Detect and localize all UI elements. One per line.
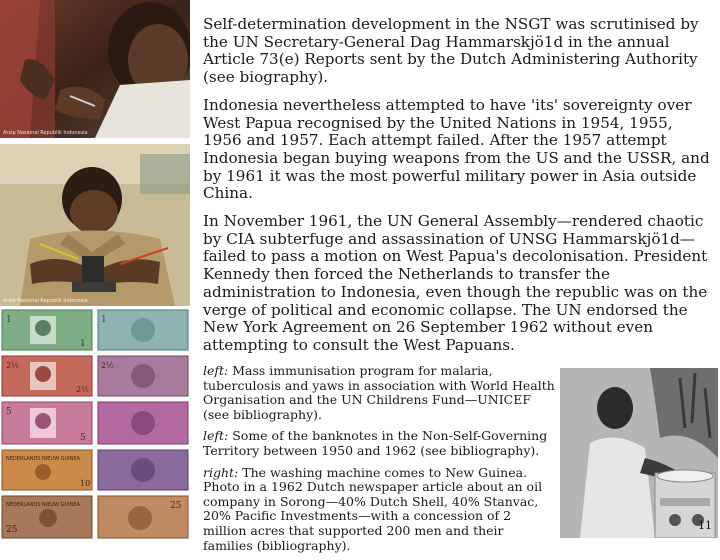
banknote-2-back (98, 356, 188, 396)
banknote-title-text: NEDERLANDS NIEUW GUINEA (6, 456, 80, 462)
caption-prefix: left: (203, 363, 229, 378)
caption-immunisation (203, 364, 555, 422)
main-text (203, 16, 715, 365)
svg-text:25: 25 (6, 525, 18, 535)
svg-text:2½: 2½ (6, 361, 19, 370)
svg-text:2½: 2½ (76, 385, 89, 394)
photo-credit: Arsip Nasional Republik Indonesia (3, 298, 88, 304)
page-number: 11 (698, 519, 712, 532)
paragraph-3: In November 1961, the UN General Assembly—rendered chaotic by CIA subterfuge and assassination of UNSG Hammarskjö1d—failed to pass a motion on West Papua's decolonisation. President Kennedy then forced the Netherlands to transfer the administration to Indonesia, even though the republic was on the verge of political and economic collapse. The UN endorsed the New York Agreement on 26 September 1962 without even attempting to consult the West Papuans. (203, 212, 708, 354)
caption-text: The washing machine comes to New Guinea. Photo in a 1962 Dutch newspaper article about an oil company in Sorong—40% Dutch Shell, 40% Stanvac, 20% Pacific Investments—with a concession of 2 million acres that supported 200 men and their families (bibliography). (203, 464, 543, 553)
banknote-4-back (98, 450, 188, 490)
captions (203, 364, 555, 560)
banknote-1-front (2, 310, 92, 350)
caption-prefix: right: (203, 464, 239, 480)
washing-machine-photo (560, 368, 718, 538)
photo-credit: Arsip Nasional Republik Indonesia (3, 130, 88, 136)
caption-banknotes (203, 429, 555, 458)
svg-text:1: 1 (6, 315, 12, 325)
banknote-5-back (98, 496, 188, 538)
svg-text:25: 25 (170, 501, 182, 511)
paragraph-2: Indonesia nevertheless attempted to have 'its' sovereignty over West Papua recognised by the United Nations in 1954, 1955, 1956 and 1957. Each attempt failed. After the 1957 attempt Indonesia began buying weapons from the US and the USSR, and by 1961 it was the most powerful military power in Asia outside China. (203, 95, 710, 203)
banknotes-image (0, 308, 190, 540)
svg-text:5: 5 (80, 433, 86, 443)
paragraph-1: Self-determination development in the NSGT was scrutinised by the UN Secretary-General Dag Hammarskjö1d in the annual Article 73(e) Reports sent by the Dutch Administering Authority (see biography). (203, 15, 699, 87)
svg-text:1: 1 (101, 315, 107, 325)
banknote-3-front (2, 402, 92, 444)
caption-prefix: left: (203, 428, 229, 444)
caption-text: Some of the banknotes in the Non-Self-Governing Territory between 1950 and 1962 (see bibliography). (203, 428, 548, 458)
immunisation-photo (0, 0, 190, 138)
svg-text:1: 1 (80, 339, 86, 349)
svg-text:5: 5 (6, 407, 12, 417)
svg-text:10: 10 (80, 479, 91, 488)
microscope-student-photo (0, 144, 190, 306)
banknote-2-front (2, 356, 92, 396)
svg-text:2½: 2½ (101, 361, 114, 370)
banknote-4-front (2, 450, 92, 490)
banknote-3-back (98, 402, 188, 444)
banknote-1-back (98, 310, 188, 350)
caption-text: Mass immunisation program for malaria, tuberculosis and yaws in association with World Health Organisation and the UN Childrens Fund—UNICEF (see bibliography). (203, 363, 555, 422)
banknote-5-front (2, 496, 92, 538)
svg-text:NEDERLANDS NIEUW GUINEA: NEDERLANDS NIEUW GUINEA (6, 502, 80, 508)
